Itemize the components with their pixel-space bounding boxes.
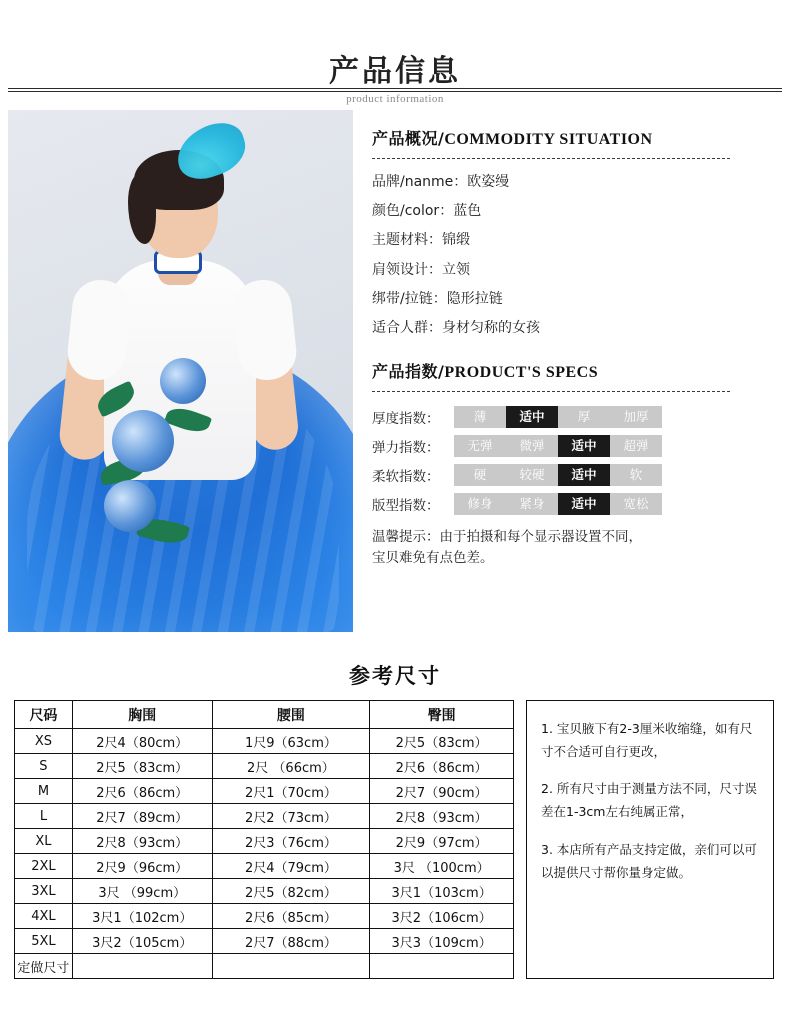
cell-bust: 3尺1（102cm） bbox=[72, 904, 212, 929]
cell-hip: 2尺9（97cm） bbox=[370, 829, 514, 854]
page-title: 产品信息 bbox=[329, 54, 461, 89]
table-row bbox=[15, 779, 514, 804]
cell-hip: 3尺1（103cm） bbox=[370, 879, 514, 904]
cell-hip: 3尺2（106cm） bbox=[370, 904, 514, 929]
fit-option-1[interactable]: 紧身 bbox=[506, 493, 558, 515]
softness-option-2[interactable]: 适中 bbox=[558, 464, 610, 486]
table-row bbox=[15, 729, 514, 754]
spec-index-row-fit bbox=[372, 493, 772, 515]
cell-waist: 2尺6（85cm） bbox=[212, 904, 370, 929]
cell-waist: 2尺4（79cm） bbox=[212, 854, 370, 879]
cell-custom-hip[interactable] bbox=[370, 954, 514, 979]
table-row-custom bbox=[15, 954, 514, 979]
cell-hip: 2尺8（93cm） bbox=[370, 804, 514, 829]
spec-brand: 品牌/nanme：欧姿缦 bbox=[372, 174, 510, 190]
spec-index-row-thickness bbox=[372, 406, 772, 428]
note-line-1: 温馨提示：由于拍摄和每个显示器设置不同， bbox=[372, 529, 642, 546]
size-section bbox=[14, 700, 776, 979]
spec-index-row-elasticity bbox=[372, 435, 772, 457]
cell-bust: 2尺6（86cm） bbox=[72, 779, 212, 804]
cell-waist: 2尺5（82cm） bbox=[212, 879, 370, 904]
column-header-bust: 胸围 bbox=[72, 701, 212, 729]
product-specs-title-en: PRODUCT'S SPECS bbox=[444, 364, 599, 382]
cell-size: S bbox=[15, 754, 73, 779]
spec-collar: 肩领设计：立领 bbox=[372, 261, 470, 278]
commodity-title-en: COMMODITY SITUATION bbox=[444, 131, 653, 148]
header-divider bbox=[8, 88, 782, 92]
spec-color: 颜色/color：蓝色 bbox=[372, 203, 482, 220]
elasticity-option-0[interactable]: 无弹 bbox=[454, 435, 506, 457]
cell-custom-bust[interactable] bbox=[72, 954, 212, 979]
table-row bbox=[15, 804, 514, 829]
column-header-waist: 腰围 bbox=[212, 701, 370, 729]
cell-size: M bbox=[15, 779, 73, 804]
softness-label: 柔软指数： bbox=[372, 469, 440, 486]
spec-audience: 适合人群：身材匀称的女孩 bbox=[372, 319, 540, 336]
thickness-option-0[interactable]: 薄 bbox=[454, 406, 506, 428]
table-row bbox=[15, 854, 514, 879]
commodity-divider bbox=[372, 158, 730, 159]
table-row bbox=[15, 929, 514, 954]
page-header bbox=[0, 0, 790, 110]
cell-hip: 2尺7（90cm） bbox=[370, 779, 514, 804]
page-subtitle bbox=[0, 93, 790, 105]
cell-custom-label: 定做尺寸 bbox=[15, 954, 73, 979]
size-section-title: 参考尺寸 bbox=[349, 664, 441, 688]
cell-size: 2XL bbox=[15, 854, 73, 879]
size-tips-box bbox=[526, 700, 774, 979]
column-header-size: 尺码 bbox=[15, 701, 73, 729]
thickness-option-2[interactable]: 厚 bbox=[558, 406, 610, 428]
embroidery-flower-icon bbox=[112, 410, 174, 472]
fit-label: 版型指数： bbox=[372, 498, 440, 515]
elasticity-option-2[interactable]: 适中 bbox=[558, 435, 610, 457]
thickness-label: 厚度指数： bbox=[372, 411, 440, 428]
column-header-hip: 臀围 bbox=[370, 701, 514, 729]
product-specs-title bbox=[372, 359, 772, 382]
spec-zipper: 绑带/拉链：隐形拉链 bbox=[372, 290, 503, 307]
product-info-panel bbox=[372, 126, 772, 569]
softness-option-0[interactable]: 硬 bbox=[454, 464, 506, 486]
cell-bust: 2尺9（96cm） bbox=[72, 854, 212, 879]
top-section bbox=[0, 110, 790, 650]
cell-bust: 2尺5（83cm） bbox=[72, 754, 212, 779]
commodity-situation-title bbox=[372, 126, 772, 149]
cell-waist: 2尺 （66cm） bbox=[212, 754, 370, 779]
elasticity-label: 弹力指数： bbox=[372, 440, 440, 457]
cell-bust: 3尺 （99cm） bbox=[72, 879, 212, 904]
table-header-row bbox=[15, 701, 514, 729]
size-table bbox=[14, 700, 514, 979]
fit-option-0[interactable]: 修身 bbox=[454, 493, 506, 515]
product-photo bbox=[8, 110, 353, 632]
cell-waist: 1尺9（63cm） bbox=[212, 729, 370, 754]
table-row bbox=[15, 829, 514, 854]
fit-option-2[interactable]: 适中 bbox=[558, 493, 610, 515]
fit-scale bbox=[454, 493, 662, 515]
cell-waist: 2尺1（70cm） bbox=[212, 779, 370, 804]
cell-size: 5XL bbox=[15, 929, 73, 954]
size-tip-1: 1. 宝贝腋下有2-3厘米收缩缝，如有尺寸不合适可自行更改， bbox=[541, 721, 753, 760]
color-difference-note bbox=[372, 527, 772, 569]
size-tip-2: 2. 所有尺寸由于测量方法不同，尺寸误差在1-3cm左右纯属正常， bbox=[541, 781, 757, 820]
cell-hip: 2尺5（83cm） bbox=[370, 729, 514, 754]
elasticity-option-3[interactable]: 超弹 bbox=[610, 435, 662, 457]
table-row bbox=[15, 904, 514, 929]
thickness-option-1[interactable]: 适中 bbox=[506, 406, 558, 428]
note-line-2: 宝贝难免有点色差。 bbox=[372, 550, 494, 567]
cell-waist: 2尺7（88cm） bbox=[212, 929, 370, 954]
cell-size: 4XL bbox=[15, 904, 73, 929]
softness-option-3[interactable]: 软 bbox=[610, 464, 662, 486]
spec-index-row-softness bbox=[372, 464, 772, 486]
thickness-option-3[interactable]: 加厚 bbox=[610, 406, 662, 428]
product-specs-title-cn: 产品指数/ bbox=[372, 362, 445, 382]
cell-bust: 2尺7（89cm） bbox=[72, 804, 212, 829]
cell-hip: 2尺6（86cm） bbox=[370, 754, 514, 779]
cell-waist: 2尺3（76cm） bbox=[212, 829, 370, 854]
elasticity-scale bbox=[454, 435, 662, 457]
softness-scale bbox=[454, 464, 662, 486]
cell-hip: 3尺 （100cm） bbox=[370, 854, 514, 879]
table-row bbox=[15, 879, 514, 904]
cell-custom-waist[interactable] bbox=[212, 954, 370, 979]
embroidery-flower-icon bbox=[104, 480, 156, 532]
spec-index-block bbox=[372, 406, 772, 515]
commodity-title-cn: 产品概况/ bbox=[372, 129, 445, 148]
cell-hip: 3尺3（109cm） bbox=[370, 929, 514, 954]
spec-material: 主题材料：锦缎 bbox=[372, 232, 470, 249]
elasticity-option-1[interactable]: 微弹 bbox=[506, 435, 558, 457]
page-subtitle-text: product information bbox=[336, 93, 454, 105]
cell-bust: 3尺2（105cm） bbox=[72, 929, 212, 954]
cell-size: XS bbox=[15, 729, 73, 754]
size-tip-3: 3. 本店所有产品支持定做，亲们可以可以提供尺寸帮你量身定做。 bbox=[541, 841, 757, 880]
cell-size: L bbox=[15, 804, 73, 829]
cell-bust: 2尺4（80cm） bbox=[72, 729, 212, 754]
table-row bbox=[15, 754, 514, 779]
cell-size: 3XL bbox=[15, 879, 73, 904]
thickness-scale bbox=[454, 406, 662, 428]
fit-option-3[interactable]: 宽松 bbox=[610, 493, 662, 515]
cell-waist: 2尺2（73cm） bbox=[212, 804, 370, 829]
softness-option-1[interactable]: 较硬 bbox=[506, 464, 558, 486]
embroidery-flower-icon bbox=[160, 358, 206, 404]
product-specs-divider bbox=[372, 391, 730, 392]
cell-bust: 2尺8（93cm） bbox=[72, 829, 212, 854]
cell-size: XL bbox=[15, 829, 73, 854]
